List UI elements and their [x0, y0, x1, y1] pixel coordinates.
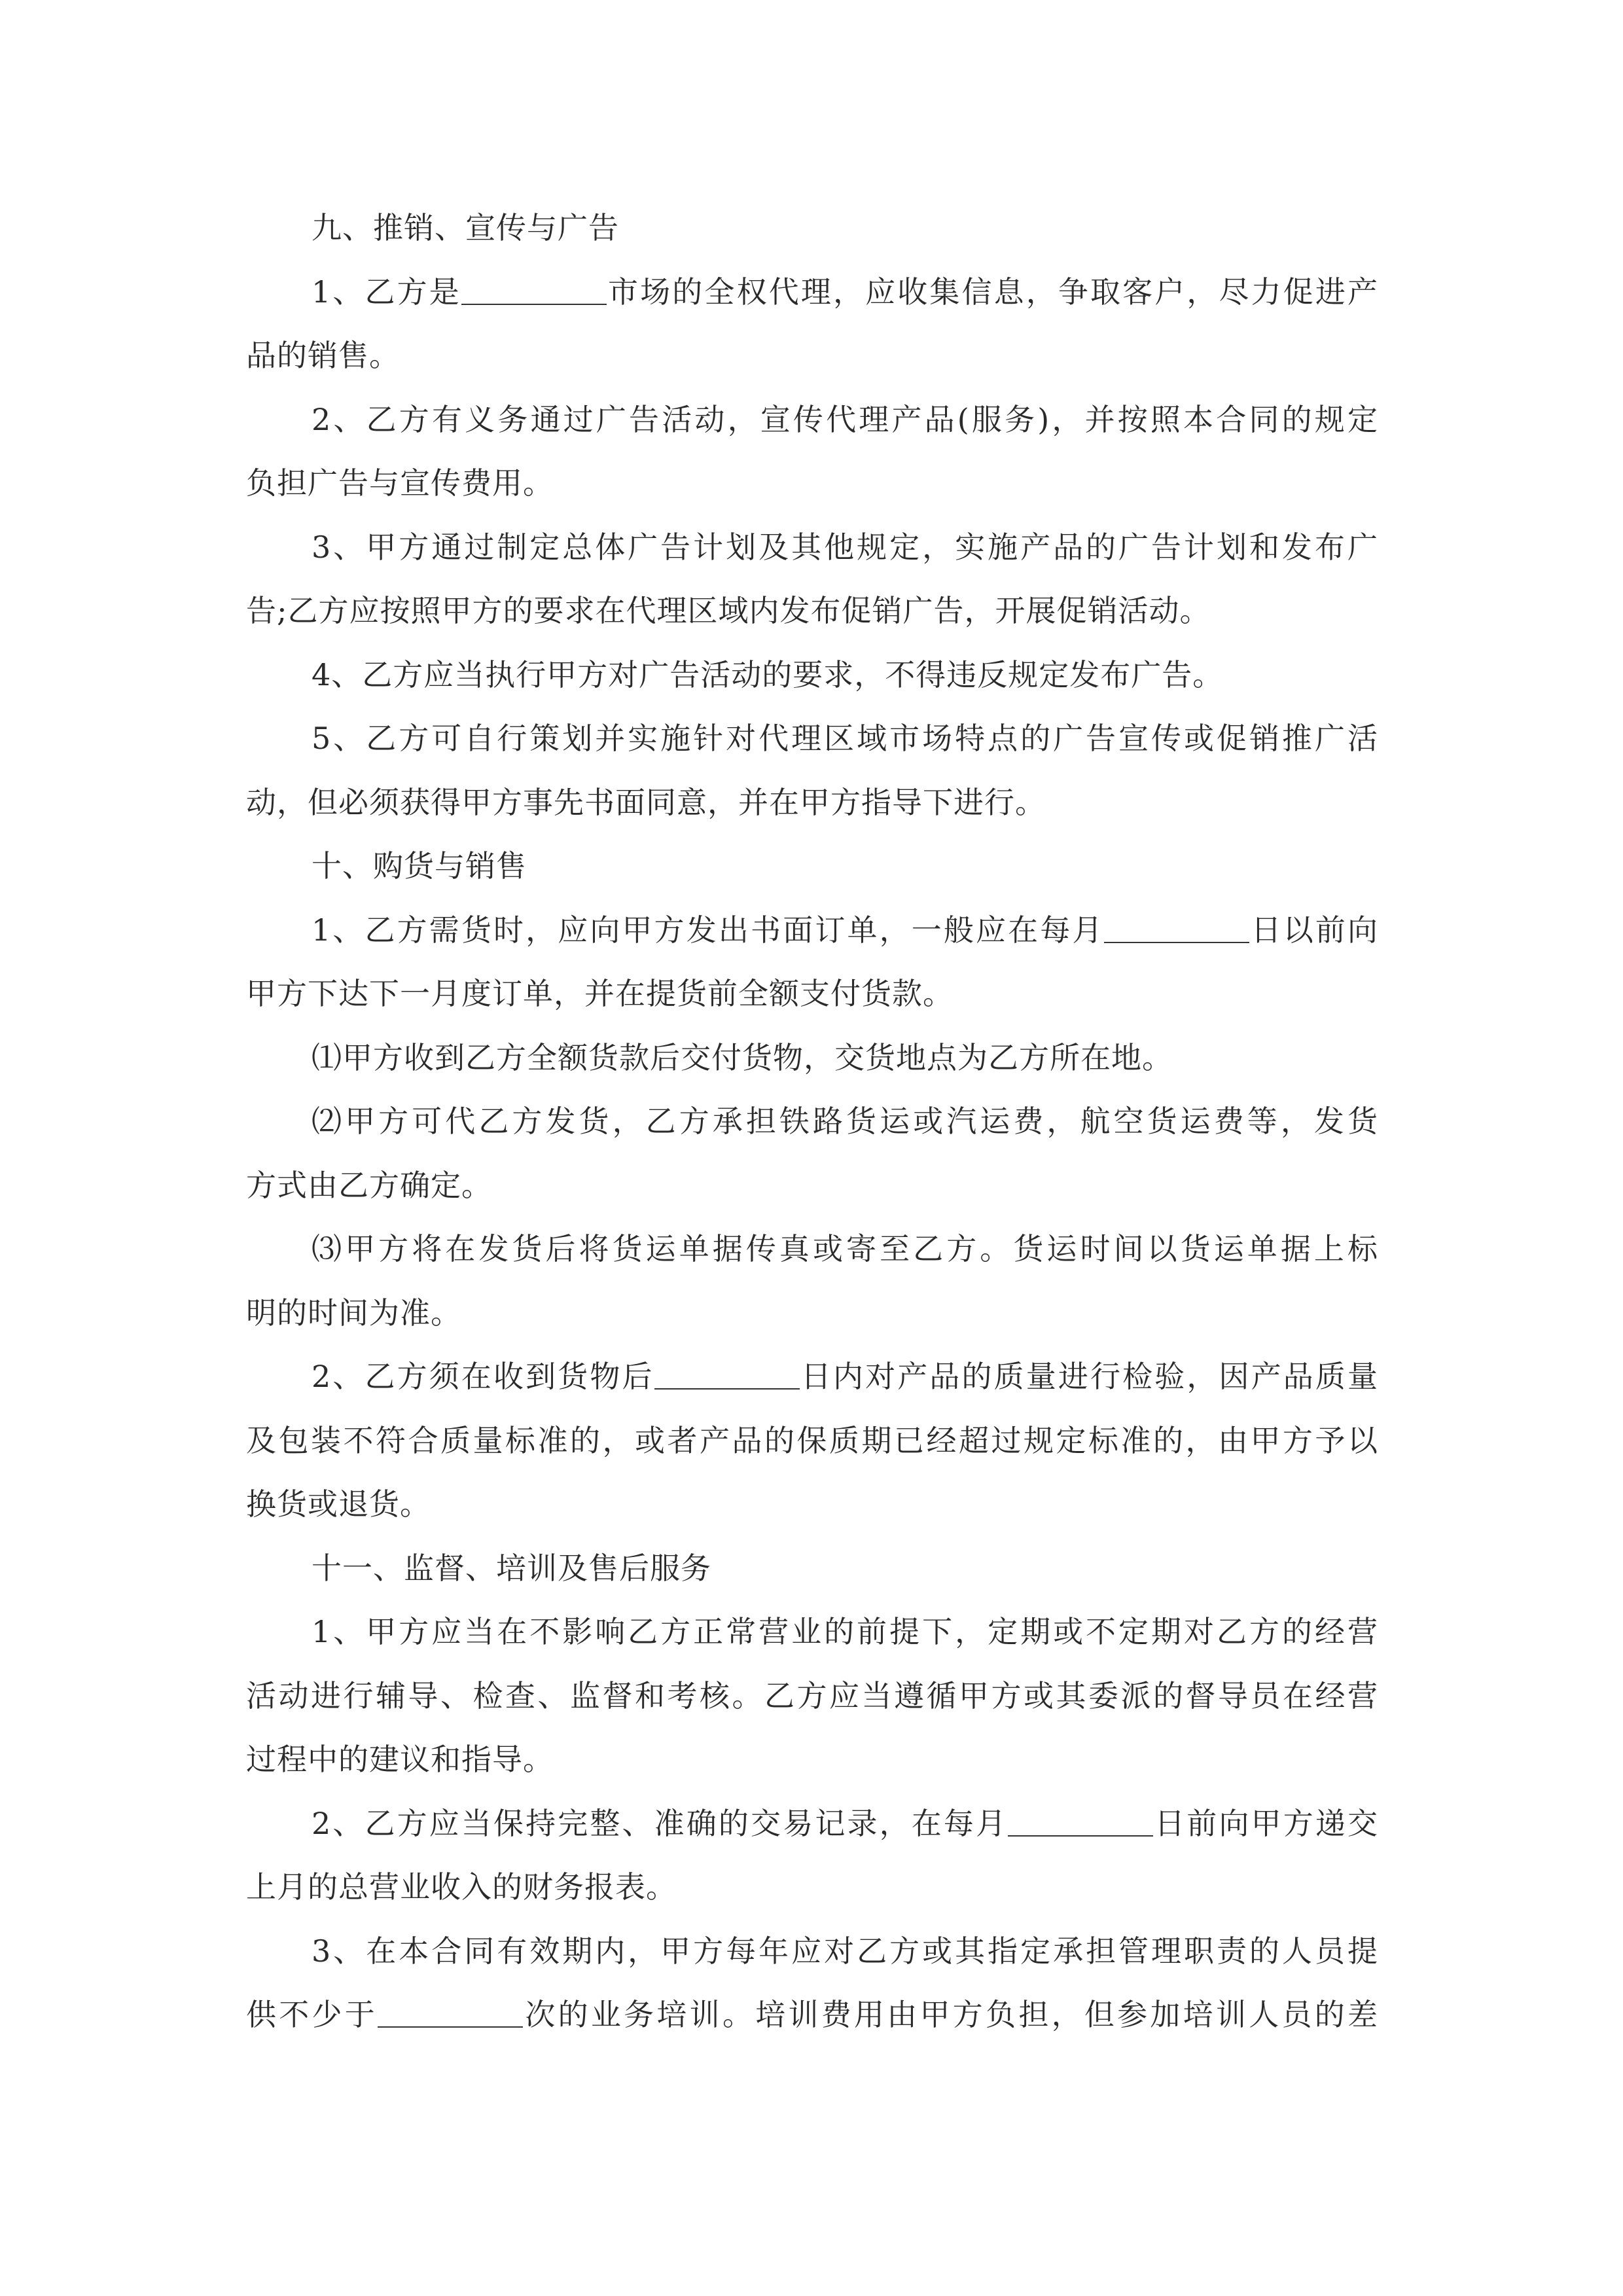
text-segment: 品的销售。	[246, 338, 400, 373]
text-line	[246, 1090, 1378, 1154]
text-segment: 次的业务培训。培训费用由甲方负担，但参加培训人员的差	[523, 1997, 1379, 2032]
text-line	[246, 388, 1378, 452]
text-segment: 换货或退货。	[246, 1486, 431, 1522]
text-segment: 十一、监督、培训及售后服务	[312, 1550, 711, 1586]
text-line	[246, 579, 1378, 643]
text-segment: ⑴甲方收到乙方全额货款后交付货物，交货地点为乙方所在地。	[312, 1039, 1173, 1075]
text-segment: 1、乙方需货时，应向甲方发出书面订单，一般应在每月	[312, 912, 1105, 948]
document-body	[246, 196, 1378, 2047]
text-line	[246, 1537, 1378, 1601]
text-line	[246, 1792, 1378, 1856]
fill-in-blank	[654, 1362, 800, 1390]
text-segment: 负担广告与宣传费用。	[246, 465, 554, 501]
text-segment: 3、甲方通过制定总体广告计划及其他规定，实施产品的广告计划和发布广	[312, 529, 1378, 565]
text-segment: ⑵甲方可代乙方发货，乙方承担铁路货运或汽运费，航空货运费等，发货	[312, 1103, 1378, 1139]
text-line	[246, 1026, 1378, 1090]
fill-in-blank	[378, 2000, 523, 2028]
text-segment: 市场的全权代理，应收集信息，争取客户，尽力促进产	[606, 274, 1378, 310]
text-segment: 及包装不符合质量标准的，或者产品的保质期已经超过规定标准的，由甲方予以	[246, 1422, 1378, 1458]
text-segment: 1、甲方应当在不影响乙方正常营业的前提下，定期或不定期对乙方的经营	[312, 1614, 1378, 1649]
text-line	[246, 196, 1378, 260]
text-segment: 过程中的建议和指导。	[246, 1742, 554, 1777]
text-line	[246, 643, 1378, 708]
text-line	[246, 899, 1378, 963]
text-line	[246, 1856, 1378, 1920]
text-line	[246, 1154, 1378, 1218]
text-segment: 明的时间为准。	[246, 1295, 461, 1331]
text-segment: 日前向甲方递交	[1153, 1805, 1378, 1841]
text-line	[246, 1664, 1378, 1729]
text-segment: 供不少于	[246, 1997, 378, 2032]
text-segment: 活动进行辅导、检查、监督和考核。乙方应当遵循甲方或其委派的督导员在经营	[246, 1677, 1378, 1713]
text-line	[246, 260, 1378, 325]
text-segment: 2、乙方应当保持完整、准确的交易记录，在每月	[312, 1805, 1008, 1841]
text-segment: 2、乙方须在收到货物后	[312, 1359, 654, 1394]
text-segment: 5、乙方可自行策划并实施针对代理区域市场特点的广告宣传或促销推广活	[312, 721, 1378, 756]
text-segment: 2、乙方有义务通过广告活动，宣传代理产品(服务)，并按照本合同的规定	[312, 401, 1378, 437]
text-line	[246, 1728, 1378, 1792]
text-line	[246, 962, 1378, 1026]
text-line	[246, 1409, 1378, 1473]
text-segment: 方式由乙方确定。	[246, 1167, 492, 1203]
text-line	[246, 324, 1378, 388]
text-segment: 1、乙方是	[312, 274, 461, 310]
text-segment: 日以前向	[1249, 912, 1378, 948]
text-segment: 3、在本合同有效期内，甲方每年应对乙方或其指定承担管理职责的人员提	[312, 1933, 1378, 1969]
text-line	[246, 1600, 1378, 1664]
text-segment: 动，但必须获得甲方事先书面同意，并在甲方指导下进行。	[246, 784, 1046, 820]
text-line	[246, 1983, 1378, 2047]
text-segment: 告;乙方应按照甲方的要求在代理区域内发布促销广告，开展促销活动。	[246, 593, 1211, 628]
text-segment: 4、乙方应当执行甲方对广告活动的要求，不得违反规定发布广告。	[312, 656, 1224, 692]
fill-in-blank	[461, 278, 607, 305]
fill-in-blank	[1008, 1809, 1153, 1837]
text-segment: 日内对产品的质量进行检验，因产品质量	[799, 1359, 1378, 1394]
text-line	[246, 707, 1378, 771]
text-segment: 上月的总营业收入的财务报表。	[246, 1869, 677, 1905]
text-line	[246, 771, 1378, 835]
text-line	[246, 1920, 1378, 1984]
text-segment: 十、购货与销售	[312, 848, 527, 884]
text-line	[246, 452, 1378, 516]
fill-in-blank	[1104, 916, 1249, 943]
text-line	[246, 1473, 1378, 1537]
text-line	[246, 516, 1378, 580]
text-segment: ⑶甲方将在发货后将货运单据传真或寄至乙方。货运时间以货运单据上标	[312, 1231, 1378, 1266]
text-line	[246, 1282, 1378, 1346]
text-line	[246, 834, 1378, 899]
text-segment: 九、推销、宣传与广告	[312, 210, 619, 245]
text-segment: 甲方下达下一月度订单，并在提货前全额支付货款。	[246, 976, 954, 1011]
text-line	[246, 1345, 1378, 1409]
text-line	[246, 1217, 1378, 1282]
